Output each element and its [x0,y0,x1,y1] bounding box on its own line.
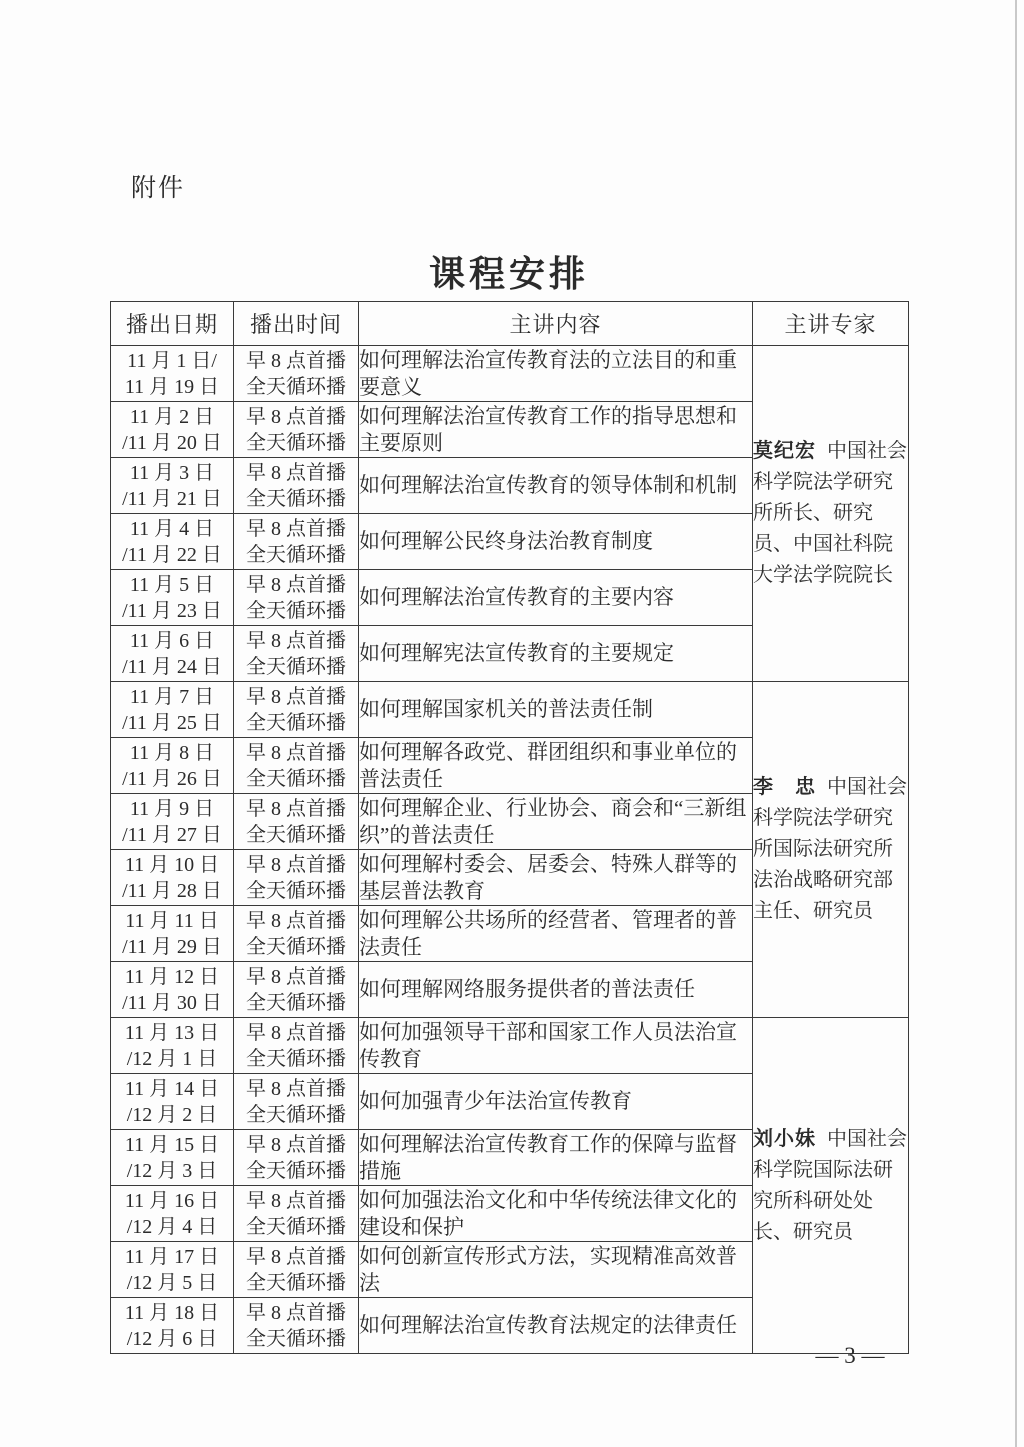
broadcast-time-cell [234,906,359,962]
broadcast-date-cell [111,1298,234,1354]
date-line-1: 11 月 5 日 [129,573,215,596]
date-line-1: 11 月 15 日 [124,1133,220,1156]
date-line-1: 11 月 12 日 [124,965,220,988]
broadcast-date-cell [111,962,234,1018]
date-line-2: /12 月 1 日 [126,1047,218,1070]
date-line-2: /11 月 22 日 [122,543,222,566]
date-line-1: 11 月 17 日 [124,1245,220,1268]
lecture-content-cell: 如何加强领导干部和国家工作人员法治宣传教育 [359,1018,753,1074]
time-line-1: 早 8 点首播 [246,405,346,428]
lecture-content-cell: 如何理解国家机关的普法责任制 [359,682,753,738]
broadcast-date-cell [111,514,234,570]
lecture-content-cell: 如何创新宣传形式方法，实现精准高效普法 [359,1242,753,1298]
broadcast-date-cell [111,1074,234,1130]
time-line-2: 全天循环播 [246,991,346,1014]
broadcast-date-cell [111,1242,234,1298]
date-line-2: /11 月 23 日 [122,599,222,622]
date-line-2: /12 月 6 日 [126,1327,218,1350]
page-title: 课程安排 [428,254,589,294]
lecture-expert-cell [753,682,909,1018]
broadcast-time-cell [234,626,359,682]
time-line-2: 全天循环播 [246,655,346,678]
broadcast-time-cell [234,1018,359,1074]
time-line-1: 早 8 点首播 [246,1245,346,1268]
lecture-content-cell: 如何理解各政党、群团组织和事业单位的普法责任 [359,738,753,794]
expert-name: 莫纪宏 [753,440,816,462]
broadcast-time-cell [234,1242,359,1298]
broadcast-time-cell [234,570,359,626]
broadcast-date-cell [111,1130,234,1186]
lecture-content-cell: 如何理解法治宣传教育法的立法目的和重要意义 [359,346,753,402]
time-line-1: 早 8 点首播 [246,741,346,764]
date-line-1: 11 月 7 日 [129,685,215,708]
time-line-1: 早 8 点首播 [246,461,346,484]
lecture-expert-cell [753,1018,909,1354]
time-line-1: 早 8 点首播 [246,1301,346,1324]
lecture-content-cell: 如何理解法治宣传教育工作的指导思想和主要原则 [359,402,753,458]
date-line-1: 11 月 6 日 [129,629,215,652]
broadcast-date-cell [111,906,234,962]
broadcast-date-cell [111,1186,234,1242]
time-line-2: 全天循环播 [246,1103,346,1126]
lecture-content-cell: 如何理解企业、行业协会、商会和“三新组织”的普法责任 [359,794,753,850]
expert-name: 李 忠 [753,776,816,798]
broadcast-time-cell [234,402,359,458]
date-line-2: /11 月 25 日 [122,711,222,734]
time-line-1: 早 8 点首播 [246,629,346,652]
broadcast-time-cell [234,514,359,570]
date-line-1: 11 月 3 日 [129,461,215,484]
time-line-2: 全天循环播 [246,935,346,958]
time-line-2: 全天循环播 [246,1215,346,1238]
time-line-1: 早 8 点首播 [246,1021,346,1044]
lecture-content-cell: 如何理解法治宣传教育的领导体制和机制 [359,458,753,514]
date-line-1: 11 月 11 日 [125,909,219,932]
date-line-2: /11 月 29 日 [122,935,222,958]
time-line-1: 早 8 点首播 [246,1189,346,1212]
expert-affiliation: 中国社会科学院法学研究所国际法研究所法治战略研究部主任、研究员 [753,776,907,922]
time-line-1: 早 8 点首播 [246,1133,346,1156]
date-line-2: /12 月 4 日 [126,1215,218,1238]
header-broadcast-time: 播出时间 [234,302,359,346]
header-lecture-content: 主讲内容 [359,302,753,346]
lecture-content-cell: 如何加强青少年法治宣传教育 [359,1074,753,1130]
time-line-1: 早 8 点首播 [246,517,346,540]
broadcast-time-cell [234,458,359,514]
schedule-table-body [111,346,909,1354]
attachment-label: 附件 [131,175,186,202]
time-line-2: 全天循环播 [246,823,346,846]
broadcast-date-cell [111,738,234,794]
broadcast-time-cell [234,850,359,906]
lecture-content-cell: 如何理解法治宣传教育工作的保障与监督措施 [359,1130,753,1186]
time-line-2: 全天循环播 [246,1327,346,1350]
course-schedule-table [110,301,909,1354]
date-line-2: /11 月 21 日 [122,487,222,510]
broadcast-date-cell [111,458,234,514]
table-row [111,682,909,738]
time-line-2: 全天循环播 [246,431,346,454]
date-line-2: /11 月 27 日 [122,823,222,846]
date-line-1: 11 月 2 日 [129,405,215,428]
expert-affiliation: 中国社会科学院国际法研究所科研处处长、研究员 [753,1127,907,1243]
lecture-content-cell: 如何理解法治宣传教育法规定的法律责任 [359,1298,753,1354]
date-line-2: /11 月 28 日 [122,879,222,902]
time-line-2: 全天循环播 [246,599,346,622]
lecture-content-cell: 如何加强法治文化和中华传统法律文化的建设和保护 [359,1186,753,1242]
page-number: — 3 — [815,1343,885,1368]
broadcast-date-cell [111,794,234,850]
header-lecture-expert: 主讲专家 [753,302,909,346]
date-line-1: 11 月 13 日 [124,1021,220,1044]
broadcast-date-cell [111,570,234,626]
time-line-1: 早 8 点首播 [246,1077,346,1100]
time-line-1: 早 8 点首播 [246,573,346,596]
time-line-2: 全天循环播 [246,1271,346,1294]
time-line-2: 全天循环播 [246,1159,346,1182]
broadcast-time-cell [234,682,359,738]
broadcast-date-cell [111,402,234,458]
expert-affiliation: 中国社会科学院法学研究所所长、研究员、中国社科院大学法学院院长 [753,440,907,586]
date-line-1: 11 月 4 日 [129,517,215,540]
broadcast-time-cell [234,1130,359,1186]
broadcast-time-cell [234,1298,359,1354]
broadcast-time-cell [234,1186,359,1242]
broadcast-time-cell [234,1074,359,1130]
date-line-2: /12 月 2 日 [126,1103,218,1126]
table-header-row [111,302,909,346]
broadcast-time-cell [234,962,359,1018]
broadcast-time-cell [234,738,359,794]
time-line-2: 全天循环播 [246,1047,346,1070]
time-line-1: 早 8 点首播 [246,909,346,932]
lecture-content-cell: 如何理解村委会、居委会、特殊人群等的基层普法教育 [359,850,753,906]
broadcast-date-cell [111,850,234,906]
time-line-1: 早 8 点首播 [246,349,346,372]
lecture-expert-cell [753,346,909,682]
scan-edge-artifact [1015,0,1017,1447]
table-row [111,1018,909,1074]
time-line-2: 全天循环播 [246,543,346,566]
time-line-2: 全天循环播 [246,767,346,790]
broadcast-time-cell [234,346,359,402]
time-line-1: 早 8 点首播 [246,965,346,988]
time-line-2: 全天循环播 [246,879,346,902]
date-line-2: /11 月 26 日 [122,767,222,790]
time-line-2: 全天循环播 [246,375,346,398]
lecture-content-cell: 如何理解网络服务提供者的普法责任 [359,962,753,1018]
date-line-2: /11 月 30 日 [122,991,222,1014]
lecture-content-cell: 如何理解法治宣传教育的主要内容 [359,570,753,626]
broadcast-time-cell [234,794,359,850]
date-line-2: /12 月 3 日 [126,1159,218,1182]
time-line-2: 全天循环播 [246,711,346,734]
date-line-1: 11 月 1 日/ [127,349,217,372]
date-line-1: 11 月 8 日 [129,741,215,764]
date-line-2: /12 月 5 日 [126,1271,218,1294]
date-line-2: /11 月 24 日 [122,655,222,678]
broadcast-date-cell [111,346,234,402]
date-line-1: 11 月 10 日 [124,853,220,876]
date-line-1: 11 月 18 日 [124,1301,220,1324]
expert-name: 刘小妹 [753,1127,816,1150]
date-line-1: 11 月 14 日 [124,1077,220,1100]
date-line-2: 11 月 19 日 [124,375,220,398]
broadcast-date-cell [111,626,234,682]
date-line-1: 11 月 9 日 [129,797,215,820]
broadcast-date-cell [111,682,234,738]
time-line-1: 早 8 点首播 [246,853,346,876]
table-row [111,346,909,402]
lecture-content-cell: 如何理解公民终身法治教育制度 [359,514,753,570]
time-line-1: 早 8 点首播 [246,685,346,708]
lecture-content-cell: 如何理解公共场所的经营者、管理者的普法责任 [359,906,753,962]
date-line-2: /11 月 20 日 [122,431,222,454]
time-line-2: 全天循环播 [246,487,346,510]
broadcast-date-cell [111,1018,234,1074]
header-broadcast-date: 播出日期 [111,302,234,346]
time-line-1: 早 8 点首播 [246,797,346,820]
lecture-content-cell: 如何理解宪法宣传教育的主要规定 [359,626,753,682]
date-line-1: 11 月 16 日 [124,1189,220,1212]
